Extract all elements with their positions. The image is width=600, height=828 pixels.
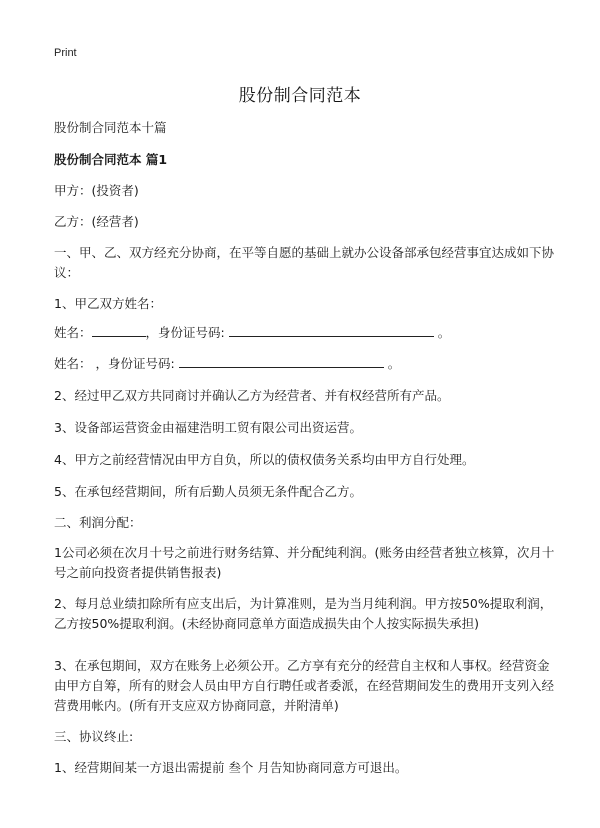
section-heading: 股份制合同范本 篇1 — [54, 152, 168, 167]
id-label: ，身份证号码: — [95, 356, 175, 371]
name-label: 姓名： — [54, 356, 92, 371]
clause-1: 1、甲乙双方姓名： — [54, 296, 162, 311]
name-blank-field — [92, 323, 146, 337]
party-a: 甲方：(投资者) — [54, 183, 139, 198]
profit-clause-1: 1公司必须在次月十号之前进行财务结算、并分配纯利润。(账务由经营者独立核算，次月十号之前向投资者提供销售报表) — [54, 545, 555, 580]
document-title: 股份制合同范本 — [238, 86, 362, 106]
print-label: Print — [54, 47, 77, 59]
id-label: ，身份证号码: — [145, 325, 225, 340]
clause-4: 4、甲方之前经营情况由甲方自负，所以的债权债务关系均由甲方自行处理。 — [54, 452, 475, 467]
name-label: 姓名： — [54, 325, 92, 340]
name-line-2 — [54, 354, 560, 374]
termination-clause-1: 1、经营期间某一方退出需提前 叁个 月告知协商同意方可退出。 — [54, 760, 408, 775]
termination-heading: 三、协议终止: — [54, 729, 134, 744]
intro-paragraph: 一、甲、乙、双方经充分协商，在平等自愿的基础上就办公设备部承包经营事宜达成如下协议： — [54, 245, 555, 280]
clause-2: 2、经过甲乙双方共同商讨并确认乙方为经营者、并有权经营所有产品。 — [54, 388, 450, 403]
clause-3: 3、设备部运营资金由福建浩明工贸有限公司出资运营。 — [54, 420, 362, 435]
line-end: 。 — [437, 325, 451, 340]
name-line-1 — [54, 323, 560, 343]
clause-5: 5、在承包经营期间，所有后勤人员须无条件配合乙方。 — [54, 484, 362, 499]
id-blank-field — [179, 354, 384, 368]
profit-clause-3: 3、在承包期间，双方在账务上必须公开。乙方享有充分的经营自主权和人事权。经营资金由甲方自筹，所有的财会人员由甲方自行聘任或者委派，在经营期间发生的费用开支列入经营费用帐内。(所有开支应双方协商同意，并附清单) — [54, 658, 555, 713]
profit-heading: 二、利润分配： — [54, 515, 142, 530]
line-end: 。 — [387, 356, 401, 371]
document-subtitle: 股份制合同范本十篇 — [54, 120, 167, 135]
profit-clause-2: 2、每月总业绩扣除所有应支出后，为计算准则，是为当月纯利润。甲方按50%提取利润，乙方按50%提取利润。(未经协商同意单方面造成损失由个人按实际损失承担) — [54, 596, 553, 631]
party-b: 乙方：(经营者) — [54, 214, 139, 229]
id-blank-field — [229, 323, 434, 337]
